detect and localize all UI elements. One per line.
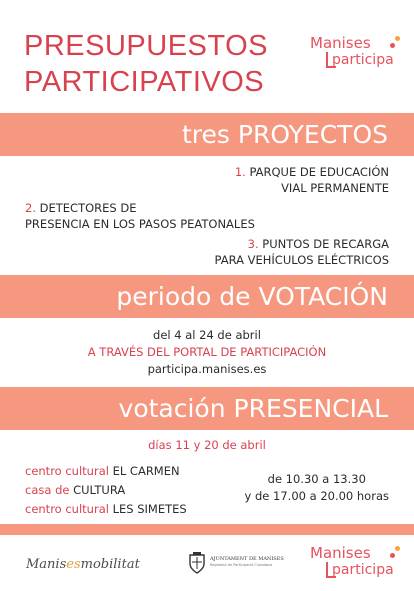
logo-dot-icon [395,546,400,551]
place-name: EL CARMEN [112,464,180,478]
presencial-hours [245,471,389,505]
page-title [24,28,314,100]
ayto-line-1: AJUNTAMENT DE MANISES [210,556,284,562]
hours-line-2: y de 17.00 a 20.00 horas [244,489,389,503]
band-presencial-light: votación [118,394,234,423]
proyecto-2 [25,200,255,232]
votacion-details [0,327,414,378]
votacion-dates: del 4 al 24 de abril [153,328,261,342]
manises-participa-logo [310,34,402,74]
hours-line-1: de 10.30 a 13.30 [267,472,366,486]
proyecto-3-number: 3. [247,237,259,251]
place-prefix: centro cultural [25,502,113,516]
votacion-url[interactable]: participa.manises.es [147,362,267,376]
proyecto-1-line1: PARQUE DE EDUCACIÓN [245,165,389,179]
place-name: LES SIMETES [112,502,187,516]
band-presencial-strong: PRESENCIAL [233,394,388,423]
proyecto-2-number: 2. [25,201,36,215]
ayto-line-2: Regidoria de Participació Ciutadana [210,563,273,567]
place-prefix: casa de [25,483,74,497]
proyecto-2-line2: PRESENCIA EN LOS PASOS PEATONALES [25,217,255,231]
proyecto-2-line1: DETECTORES DE [35,201,137,215]
proyecto-1-number: 1. [234,165,246,179]
band-proyectos-light: tres [182,120,238,149]
band-presencial [0,387,414,430]
place-name: CULTURA [73,483,126,497]
logo-dot-icon [395,36,400,41]
band-votacion-strong: VOTACIÓN [258,282,388,311]
manises-mobilitat-logo [26,553,156,577]
logo-word-manises: Manises [310,544,371,562]
logo-word-manises: Manises [310,34,371,52]
proyecto-3-line2: PARA VEHÍCULOS ELÉCTRICOS [214,253,389,267]
band-proyectos-strong: PROYECTOS [237,120,388,149]
manises-participa-logo-footer [310,544,402,584]
logo-word-participa: participa [332,52,394,68]
mobilitat-text: Manisesmobilitat [26,557,140,572]
band-votacion [0,275,414,318]
proyecto-1-line2: VIAL PERMANENTE [281,181,389,195]
title-line-2: PARTICIPATIVOS [24,66,265,98]
band-votacion-light: periodo de [116,282,259,311]
coat-of-arms-icon [188,551,206,575]
title-line-1: PRESUPUESTOS [24,30,268,62]
band-proyectos [0,113,414,156]
place-cultura [25,481,187,500]
place-prefix: centro cultural [25,464,113,478]
logo-word-participa: participa [332,562,394,578]
presencial-places [25,462,187,519]
band-footer-divider [0,524,414,535]
logo-dot-icon [390,553,395,558]
place-el-carmen [25,462,187,481]
proyecto-3-line1: PUNTOS DE RECARGA [258,237,389,251]
place-les-simetes [25,500,187,519]
proyecto-3 [215,236,390,268]
proyecto-1 [235,164,389,196]
ajuntament-logo [188,549,300,577]
presencial-days: días 11 y 20 de abril [148,438,266,452]
logo-dot-icon [390,43,395,48]
votacion-portal: A TRAVÉS DEL PORTAL DE PARTICIPACIÓN [87,345,327,359]
